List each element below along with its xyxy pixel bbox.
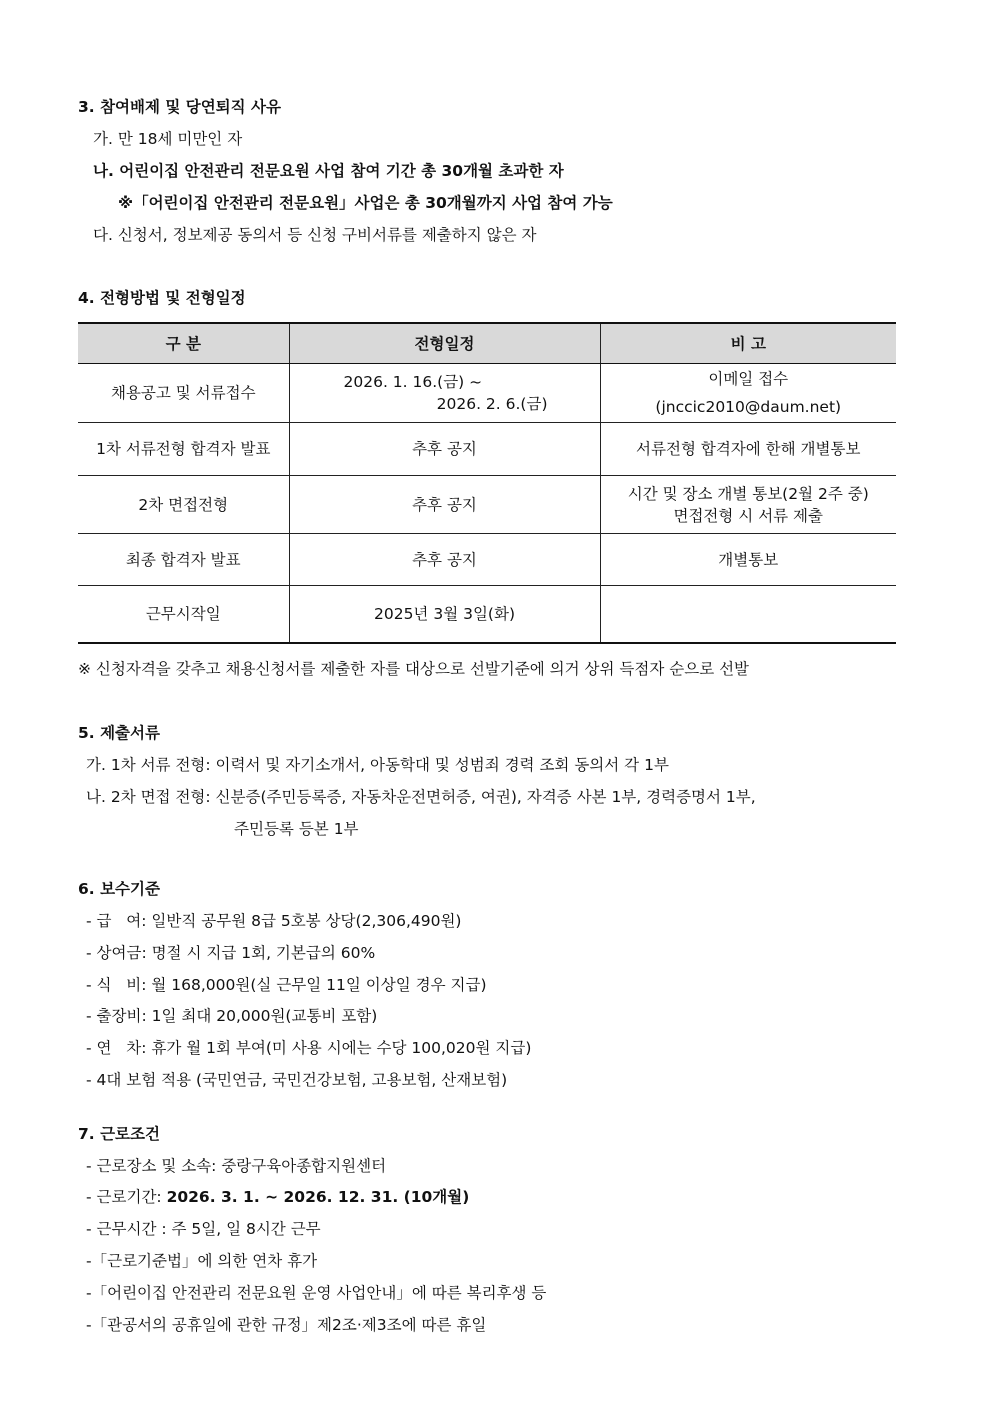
section-4-heading: 4. 전형방법 및 전형일정 bbox=[78, 289, 246, 307]
note-cell: 서류전형 합격자에 한해 개별통보 bbox=[600, 423, 896, 476]
s3-item-1: 가. 만 18세 미만인 자 bbox=[93, 130, 243, 148]
s5-item-1: 가. 1차 서류 전형: 이력서 및 자기소개서, 아동학대 및 성범죄 경력 조회 동의서 각 1부 bbox=[86, 756, 669, 774]
date-cell: 추후 공지 bbox=[289, 423, 600, 476]
s6-item-meal: - 식 비: 월 168,000원(실 근무일 11일 이상일 경우 지급) bbox=[86, 976, 487, 994]
s6-item-leave: - 연 차: 휴가 월 1회 부여(미 사용 시에는 수당 100,020원 지급) bbox=[86, 1039, 532, 1057]
table-row bbox=[78, 364, 896, 423]
table-footnote: ※ 신청자격을 갖추고 채용신청서를 제출한 자를 대상으로 선발기준에 의거 상위 득점자 순으로 선발 bbox=[78, 660, 750, 678]
s7-item-place: - 근로장소 및 소속: 중랑구육아종합지원센터 bbox=[86, 1157, 387, 1175]
note-line-1: 시간 및 장소 개별 통보(2월 2주 중) bbox=[627, 484, 869, 503]
email-text: (jnccic2010@daum.net) bbox=[655, 398, 842, 416]
date-start: 2026. 1. 16.(금) ~ bbox=[343, 373, 483, 391]
note-line-2: 면접전형 시 서류 제출 bbox=[673, 506, 824, 525]
table-row bbox=[78, 534, 896, 586]
stage-cell: 근무시작일 bbox=[78, 586, 289, 643]
note-cell bbox=[600, 364, 896, 423]
s6-item-bonus: - 상여금: 명절 시 지급 1회, 기본급의 60% bbox=[86, 944, 376, 962]
note-cell bbox=[600, 586, 896, 643]
section-6-heading: 6. 보수기준 bbox=[78, 880, 160, 898]
header-note: 비 고 bbox=[600, 323, 896, 364]
s5-item-2-cont: 주민등록 등본 1부 bbox=[234, 820, 359, 838]
s7-item-holidays: -「관공서의 공휴일에 관한 규정」제2조·제3조에 따른 휴일 bbox=[86, 1316, 487, 1334]
s5-item-2: 나. 2차 면접 전형: 신분증(주민등록증, 자동차운전면허증, 여권), 자격증 사본 1부, 경력증명서 1부, bbox=[86, 788, 756, 806]
date-cell bbox=[289, 364, 600, 423]
s6-item-travel: - 출장비: 1일 최대 20,000원(교통비 포함) bbox=[86, 1007, 378, 1025]
schedule-table bbox=[78, 322, 896, 644]
period-value: 2026. 3. 1. ~ 2026. 12. 31. (10개월) bbox=[166, 1188, 470, 1206]
header-category: 구 분 bbox=[78, 323, 289, 364]
s3-note: ※「어린이집 안전관리 전문요원」사업은 총 30개월까지 사업 참여 가능 bbox=[118, 194, 613, 212]
date-end: 2026. 2. 6.(금) bbox=[436, 395, 548, 413]
note-cell: 개별통보 bbox=[600, 534, 896, 586]
s6-item-salary: - 급 여: 일반직 공무원 8급 5호봉 상당(2,306,490원) bbox=[86, 912, 462, 930]
note-cell bbox=[600, 476, 896, 534]
header-schedule: 전형일정 bbox=[289, 323, 600, 364]
table-header-row bbox=[78, 323, 896, 364]
section-5-heading: 5. 제출서류 bbox=[78, 724, 160, 742]
s7-item-annual-leave: -「근로기준법」에 의한 연차 휴가 bbox=[86, 1252, 318, 1270]
date-cell: 추후 공지 bbox=[289, 534, 600, 586]
s6-item-insurance: - 4대 보험 적용 (국민연금, 국민건강보험, 고용보험, 산재보험) bbox=[86, 1071, 508, 1089]
stage-cell: 최종 합격자 발표 bbox=[78, 534, 289, 586]
stage-cell: 2차 면접전형 bbox=[78, 476, 289, 534]
section-3-heading: 3. 참여배제 및 당연퇴직 사유 bbox=[78, 98, 281, 116]
s3-item-3: 다. 신청서, 정보제공 동의서 등 신청 구비서류를 제출하지 않은 자 bbox=[93, 226, 537, 244]
table-row bbox=[78, 476, 896, 534]
table-row bbox=[78, 586, 896, 643]
s7-item-hours: - 근무시간 : 주 5일, 일 8시간 근무 bbox=[86, 1220, 321, 1238]
s7-item-period bbox=[86, 1186, 469, 1208]
stage-cell: 채용공고 및 서류접수 bbox=[78, 364, 289, 423]
s7-item-welfare: -「어린이집 안전관리 전문요원 운영 사업안내」에 따른 복리후생 등 bbox=[86, 1284, 547, 1302]
date-cell: 2025년 3월 3일(화) bbox=[289, 586, 600, 643]
period-label: - 근로기간: bbox=[86, 1188, 167, 1206]
table-row bbox=[78, 423, 896, 476]
stage-cell: 1차 서류전형 합격자 발표 bbox=[78, 423, 289, 476]
note-line-1: 이메일 접수 bbox=[708, 370, 789, 388]
date-cell: 추후 공지 bbox=[289, 476, 600, 534]
section-7-heading: 7. 근로조건 bbox=[78, 1125, 160, 1143]
s3-item-2: 나. 어린이집 안전관리 전문요원 사업 참여 기간 총 30개월 초과한 자 bbox=[93, 162, 564, 180]
